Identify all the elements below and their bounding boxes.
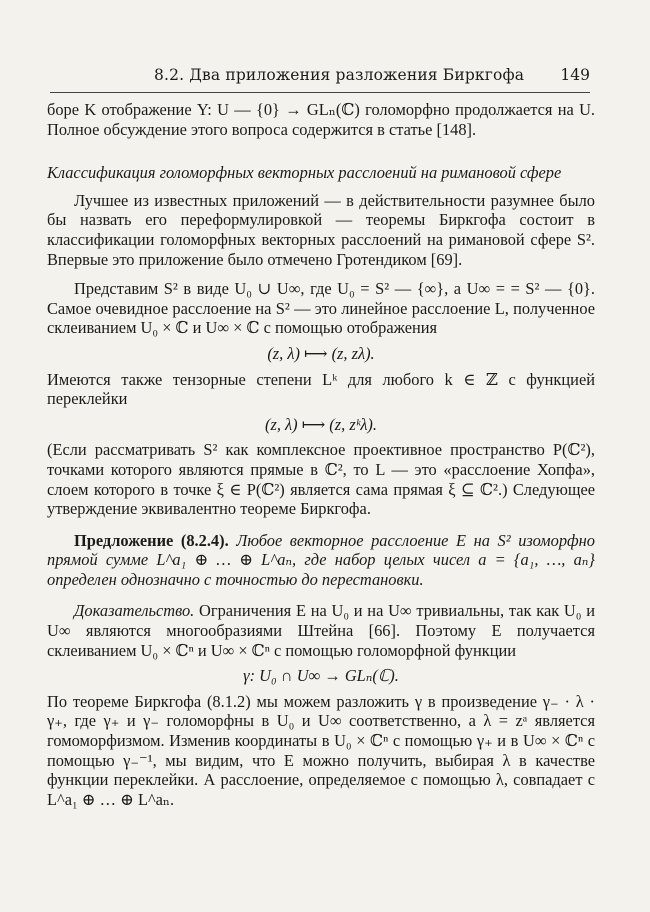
running-header [50,60,590,90]
page-number: 149 [560,66,590,84]
paragraph-tensor-powers: Имеются также тензорные степени Lᵏ для любого k ∈ ℤ с функцией переклейки [47,369,595,409]
proposition-text: Любое векторное расслоение E на S² изоморфно прямой сумме L^a₁ ⊕ … ⊕ L^aₙ, где набор целых чисел a = {a₁, …, aₙ} определен однозначно с точностью до перестановки. [47,530,595,589]
proof-label: Доказательство. [74,601,195,621]
formula-cocycle: γ: U₀ ∩ U∞ → GLₙ(ℂ). [243,666,399,686]
paragraph-continuation: боре K отображение Y: U — {0} → GLₙ(ℂ) голоморфно продолжается на U. Полное обсуждение этого вопроса содержится в статье [148]. [47,100,595,139]
paragraph-decomposition: Представим S² в виде U₀ ∪ U∞, где U₀ = S² — {∞}, а U∞ = = S² — {0}. Самое очевидное расслоение на S² — это линейное расслоение L, полученное склеиванием U₀ × ℂ и U∞ × ℂ с помощью отображения [47,279,595,338]
section-heading: Классификация голоморфных векторных расслоений на римановой сфере [47,163,562,183]
proposition [47,531,595,590]
page-body [47,100,595,809]
paragraph-hopf: (Если рассматривать S² как комплексное проективное пространство P(ℂ²), точками которого являются прямые в ℂ², то L — это «расслоение Хопфа», слоем которого в точке ξ ∈ P(ℂ²) является сама прямая ξ ⊆ ℂ².) Следующее утверждение эквивалентно теореме Биркгофа. [47,440,595,519]
formula-gluing: (z, λ) ⟼ (z, zλ). [267,343,375,363]
proof [47,601,595,660]
header-rule [50,92,590,93]
paragraph-intro: Лучшее из известных приложений — в действительности разумнее было бы назвать его переформулировкой — теоремы Биркгофа состоит в классификации голоморфных векторных расслоений на римановой сфере S². Впервые это приложение было отмечено Гротендиком [69]. [47,190,595,269]
formula-transition: (z, λ) ⟼ (z, zᵏλ). [265,414,377,434]
proposition-label: Предложение (8.2.4). [74,530,229,550]
header-title: 8.2. Два приложения разложения Биркгофа [154,66,525,84]
paragraph-birkhoff: По теореме Биркгофа (8.1.2) мы можем разложить γ в произведение γ₋ · λ · γ₊, где γ₊ и γ₋ голоморфны в U₀ и U∞ соответственно, а λ = zᵃ является гомоморфизмом. Изменив координаты в U₀ × ℂⁿ с помощью γ₊ и в U∞ × ℂⁿ с помощью γ₋⁻¹, мы видим, что E можно получить, выбирая λ в качестве функции переклейки. А расслоение, определяемое с помощью λ, совпадает с L^a₁ ⊕ … ⊕ L^aₙ. [47,691,595,809]
proof-text: Ограничения E на U₀ и на U∞ тривиальны, так как U₀ и U∞ являются многообразиями Штейна [66]. Поэтому E получается склеиванием U₀ × ℂⁿ и U∞ × ℂⁿ с помощью голоморфной функции [47,601,595,660]
